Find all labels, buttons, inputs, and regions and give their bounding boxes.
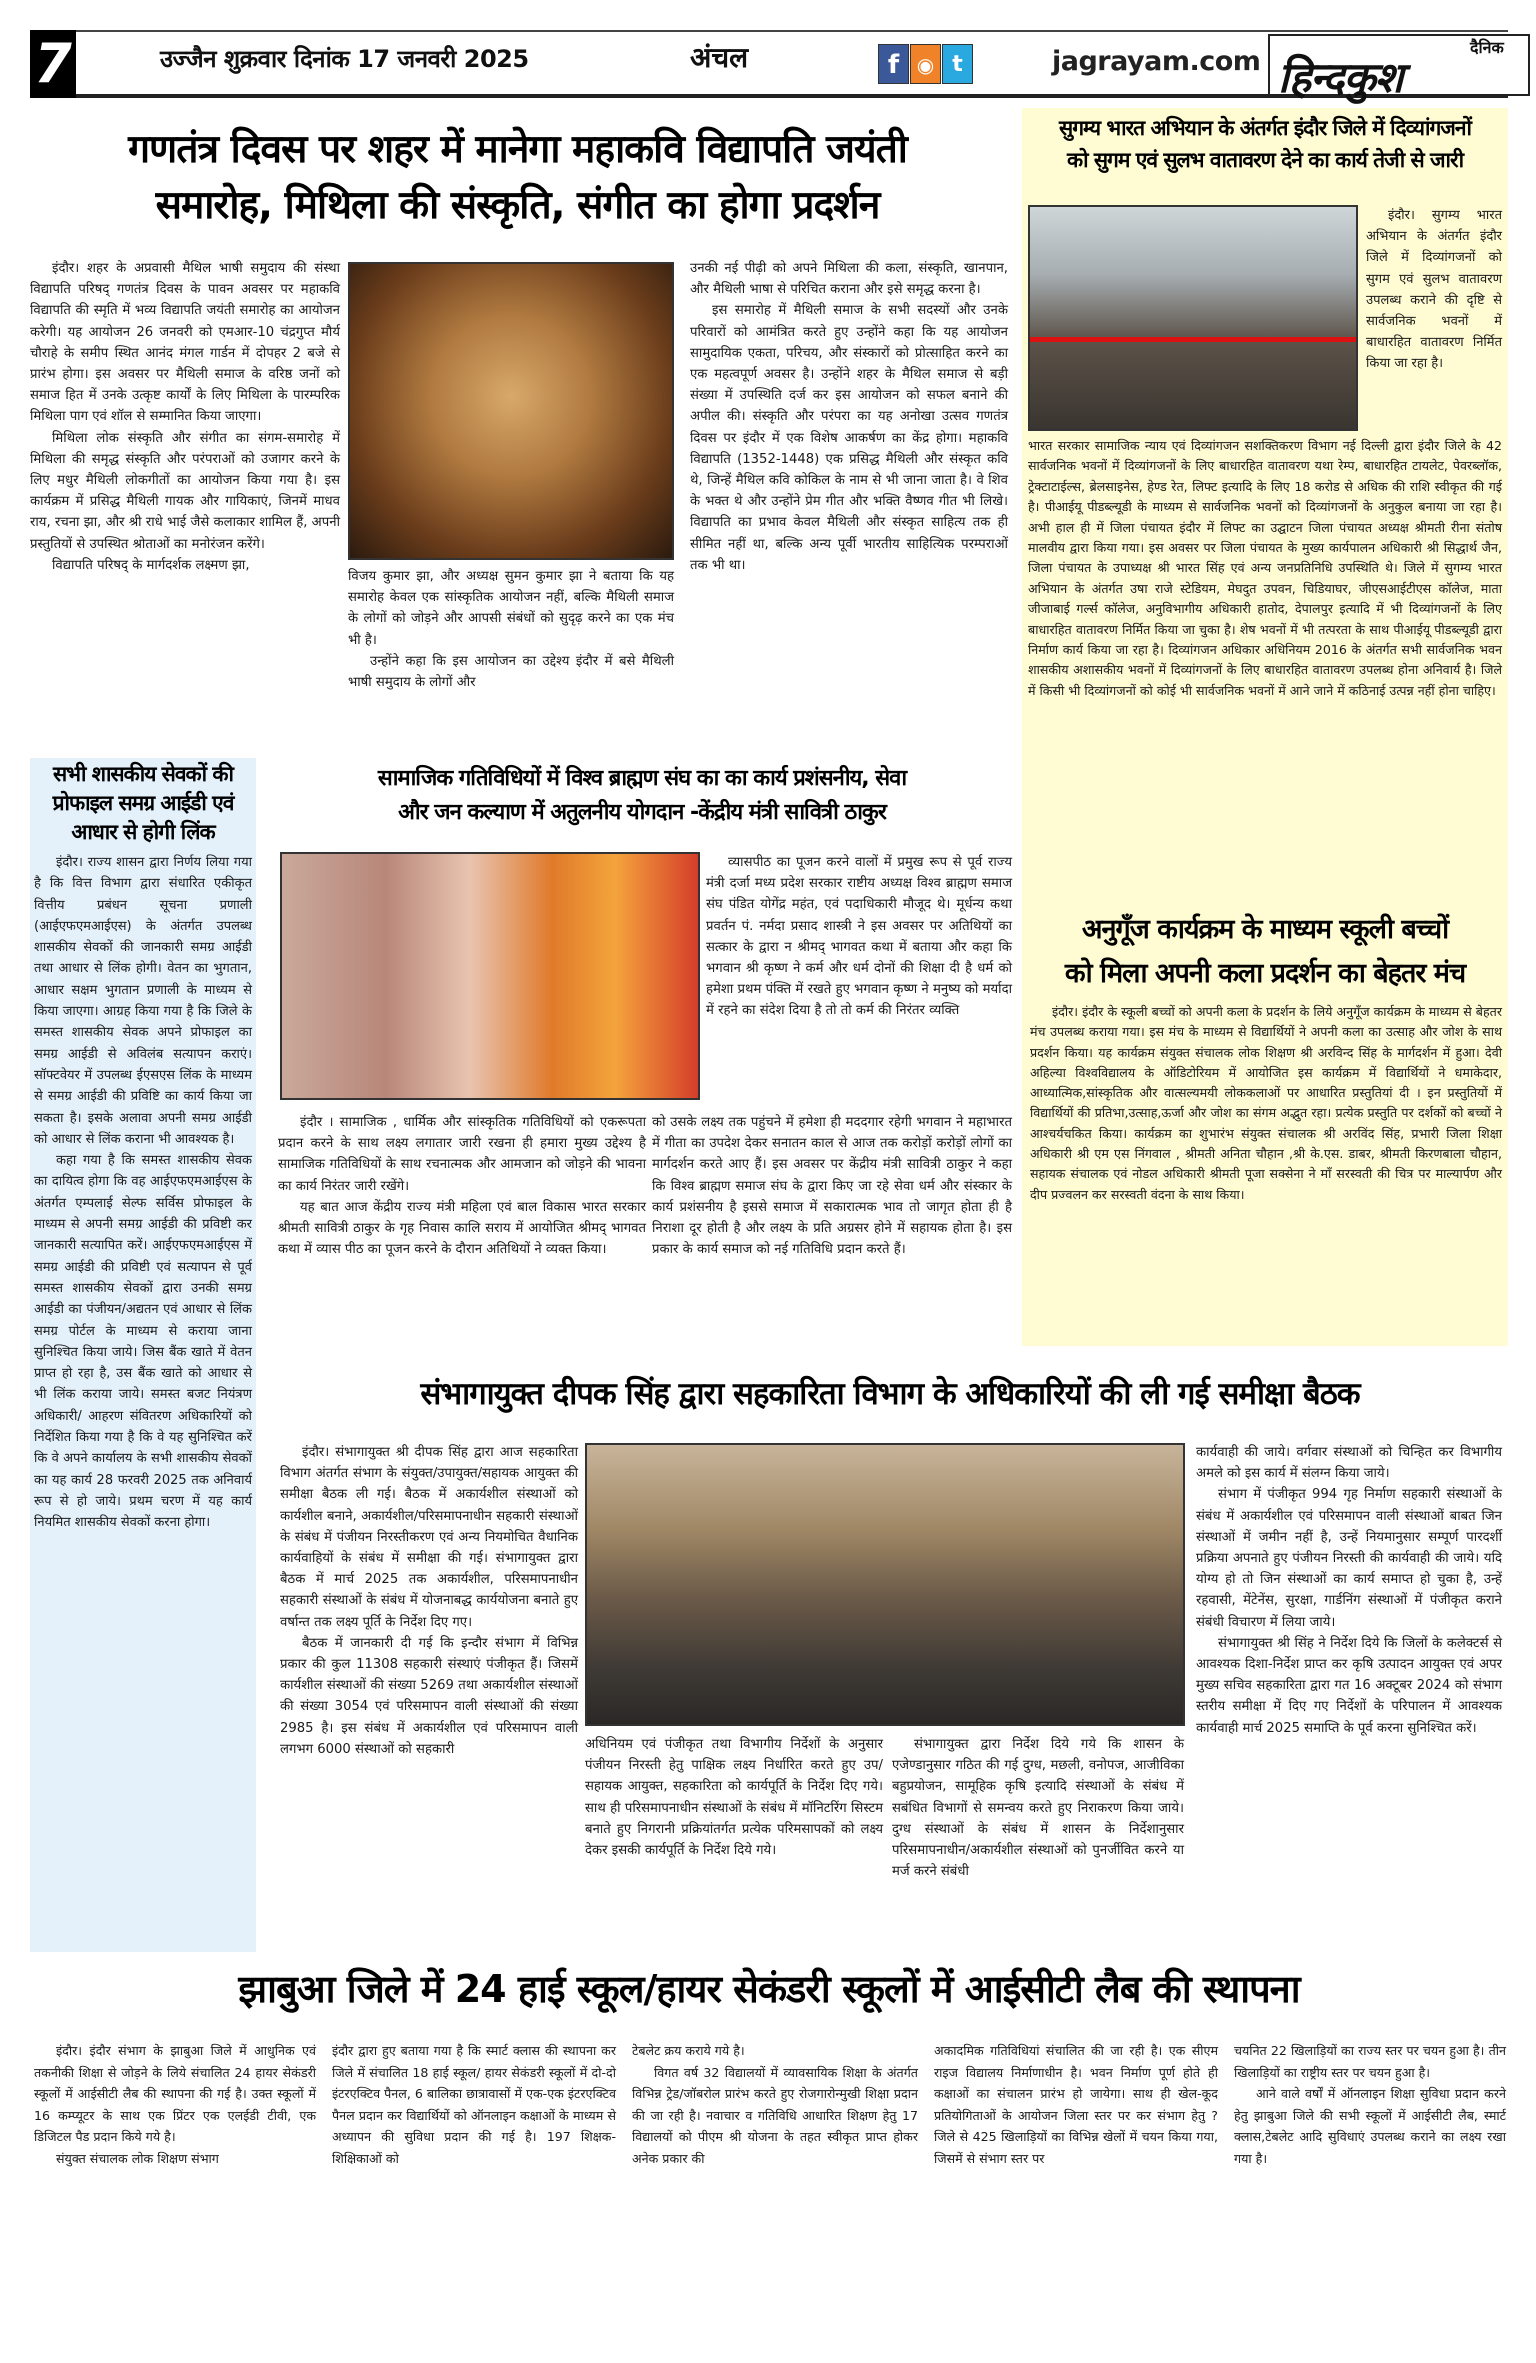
samagra-body <box>34 852 252 1534</box>
sahkarita-col1 <box>280 1442 578 1760</box>
sahkarita-col3 <box>892 1734 1184 1882</box>
sahkarita-col2 <box>585 1734 883 1861</box>
paragraph: अधिनियम एवं पंजीकृत तथा विभागीय निर्देशों के अनुसार पंजीयन निरस्ती हेतु पाक्षिक लक्ष्य निर्धारित करते हुए उप/सहायक आयुक्त, सहकारिता को कार्यपूर्ति के निर्देश दिए गये। साथ ही परिसमापनाधीन संस्थाओं के संबंध में मॉनिटरिंग सिस्टम बनाते हुए निगरानी प्रक्रियांतर्गत प्रत्येक परिमसापकों को लक्ष्य देकर इसकी कार्यपूर्ति के निर्देश दिये गये। <box>585 1737 883 1859</box>
facebook-icon[interactable]: f <box>878 44 909 84</box>
paragraph: को उसके लक्ष्य तक पहुंचने में हमेशा ही मददगार रहेगी भगवान ने महाभारत में गीता का उपदेश देकर सनातन काल से आज तक करोड़ों करोड़ों लोगों का मार्गदर्शन करते आए हैं। इस अवसर पर केंद्रीय मंत्री सावित्री ठाकुर ने कहा कि विश्व ब्राह्मण समाज संघ के द्वारा किए जा रहे सेवा धर्म और संस्कार के कार्य प्रशंसनीय है इससे समाज में सकारात्मक भाव तो जागृत होता ही है निराशा दूर होती है और लक्ष्य के प्रति अग्रसर होने में सहायक होता है। इस प्रकार के कार्य समाज को नई गतिविधि प्रदान करते हैं। <box>652 1115 1012 1258</box>
paragraph: इस समारोह में मैथिली समाज के सभी सदस्यों और उनके परिवारों को आमंत्रित करते हुए उन्होंने कहा कि यह आयोजन सामुदायिक एकता, परिचय, और संस्कारों को प्रोत्साहित करने का एक महत्वपूर्ण अवसर है। उन्होंने शहर के मैथिल समाज से बड़ी संख्या में उपस्थिति दर्ज कर इस आयोजन को सफल बनाने की अपील की। संस्कृति और परंपरा का यह अनोखा उत्सव गणतंत्र दिवस पर इंदौर में एक विशेष आकर्षण का केंद्र होगा। महाकवि विद्यापति (1352-1448) एक प्रसिद्ध मैथिली और संस्कृत कवि थे, जिन्हें मैथिल कवि कोकिल के नाम से भी जाना जाता है। वे शिव के भक्त थे और उन्होंने प्रेम गीत और भक्ति वैष्णव गीत भी लिखे। विद्यापति का प्रभाव केवल मैथिली और संस्कृत साहित्य तक ही सीमित नहीं था, बल्कि अन्य पूर्वी भारतीय साहित्यिक परम्पराओं तक भी था। <box>690 303 1008 573</box>
sugamya-body <box>1028 436 1502 701</box>
headline-line: गणतंत्र दिवस पर शहर में मानेगा महाकवि विद्यापति जयंती <box>128 127 907 172</box>
website-link[interactable]: jagrayam.com <box>1052 46 1261 77</box>
brahman-sangh-col-right-bottom <box>652 1112 1012 1260</box>
sahkarita-headline: संभागायुक्त दीपक सिंह द्वारा सहकारिता विभाग के अधिकारियों की ली गई समीक्षा बैठक <box>420 1376 1360 1412</box>
paragraph: इंदौर। सुगम्य भारत अभियान के अंतर्गत इंदौर जिले में दिव्यांगजनों को सुगम एवं सुलभ वातावरण उपलब्ध कराने की दृष्टि से सार्वजनिक भवनों में बाधारहित वातावरण निर्मित किया जा रहा है। <box>1366 208 1502 372</box>
paragraph: यह बात आज केंद्रीय राज्य मंत्री महिला एवं बाल विकास भारत सरकार श्रीमती सावित्री ठाकुर के गृह निवास कालि सराय में आयोजित श्रीमद् भागवत कथा में व्यास पीठ का पूजन करने के दौरान अतिथियों ने व्यक्त किया। <box>278 1199 646 1258</box>
vidyapati-headline <box>30 122 1005 234</box>
paragraph: इंदौर द्वारा हुए बताया गया है कि स्मार्ट क्लास की स्थापना कर जिले में संचालित 18 हाई स्कूल/ हायर सेकंडरी स्कूलों में दो-दो इंटरएक्टिव पैनल, 6 बालिका छात्रावासों में एक-एक इंटरएक्टिव पैनल प्रदान कर विद्यार्थियों को ऑनलाइन कक्षाओं के माध्यम से अध्यापन की सुविधा प्रदान की गई है। 197 शिक्षक-शिक्षिकाओं को <box>332 2043 616 2166</box>
page-number: 7 <box>30 30 76 98</box>
logo-name: हिन्दकुश <box>1278 53 1403 102</box>
sugamya-headline <box>1022 112 1508 176</box>
paragraph: अकादमिक गतिविधियां संचालित की जा रही है। एक सीएम राइज विद्यालय निर्माणाधीन है। भवन निर्माण पूर्ण होते ही कक्षाओं का संचालन प्रारंभ हो जायेगा। साथ ही खेल-कूद प्रतियोगिताओं के आयोजन जिला स्तर पर कर संभाग हेतु ?जिले से 425 खिलाड़ियों का विभिन्न खेलों में चयन किया गया, जिसमें से संभाग स्तर पर <box>934 2043 1218 2166</box>
paragraph: संभागायुक्त श्री सिंह ने निर्देश दिये कि जिलों के कलेक्टर्स से आवश्यक दिशा-निर्देश प्राप्त कर कृषि उत्पादन आयुक्त एवं अपर मुख्य सचिव सहकारिता द्वारा गत 16 अक्टूबर 2024 को संभाग स्तरीय समीक्षा में दिए गए निर्देशों के परिपालन में आवश्यक कार्यवाही मार्च 2025 समाप्ति के पूर्व करना सुनिश्चित करें। <box>1196 1635 1502 1736</box>
paragraph: इंदौर। इंदौर के स्कूली बच्चों को अपनी कला के प्रदर्शन के लिये अनुगूँज कार्यक्रम के माध्यम से बेहतर मंच उपलब्ध कराया गया। इस मंच के माध्यम से विद्यार्थियों ने अपनी कला का उत्साह और जोश के साथ प्रदर्शन किया। यह कार्यक्रम संयुक्त संचालक लोक शिक्षण श्री अरविन्द सिंह के मार्गदर्शन में हुआ। देवी अहिल्या विश्वविद्यालय के ऑडिटोरियम में आयोजित इस कार्यक्रम में विद्यार्थियों ने धमाकेदार, आध्यात्मिक,सांस्कृतिक और वात्सल्यमयी लोककलाओं पर आधारित प्रस्तुतियां दी । इन प्रस्तुतियों में विद्यार्थियों की प्रतिभा,उत्साह,ऊर्जा और जोश का संगम अद्भुत रहा। प्रत्येक प्रस्तुति पर दर्शकों को बच्चों ने आश्चर्यचकित किया। कार्यक्रम का शुभारंभ संयुक्त संचालक श्री अरविंद सिंह, प्रभारी जिला शिक्षा अधिकारी श्री एम एस निंगवाल , श्रीमती अनिता चौहान ,श्री के.एस. डाबर, श्रीमती किरणबाला चौहान, सहायक संचालक एवं नोडल अधिकारी श्रीमती पूजा सक्सेना ने माँ सरस्वती की चित्र पर माल्यार्पण और दीप प्रज्वलन कर सरस्वती वंदना के साथ किया। <box>1030 1004 1502 1202</box>
paragraph: बैठक में जानकारी दी गई कि इन्दौर संभाग में विभिन्न प्रकार की कुल 11308 सहकारी संस्थाएं पंजीकृत हैं। जिसमें कार्यशील संस्थाओं की संख्या 5269 तथा अकार्यशील संस्थाओं की संख्या 3054 एवं परिसमापन वाली संस्थाओं की संख्या 2985 है। इस संबंध में अकार्यशील एवं परिसमापन वाली लगभग 6000 संस्थाओं को सहकारी <box>280 1635 578 1757</box>
brahman-sangh-col-right-top <box>706 852 1012 1022</box>
paragraph: कार्यवाही की जाये। वर्गवार संस्थाओं को चिन्हित कर विभागीय अमले को इस कार्य में संलग्न किया जाये। <box>1196 1445 1502 1482</box>
paragraph: संयुक्त संचालक लोक शिक्षण संभाग <box>56 2150 219 2166</box>
headline-line: सामाजिक गतिविधियों में विश्व ब्राह्मण संघ का का कार्य प्रशंसनीय, सेवा <box>377 766 907 791</box>
headline-line: को मिला अपनी कला प्रदर्शन का बेहतर मंच <box>1064 958 1466 989</box>
jhabua-col5 <box>1234 2040 1506 2169</box>
sahkarita-col4 <box>1196 1442 1502 1739</box>
jhabua-headline: झाबुआ जिले में 24 हाई स्कूल/हायर सेकंडरी स्कूलों में आईसीटी लैब की स्थापना <box>238 1967 1300 2011</box>
vidyapati-col3 <box>690 258 1008 576</box>
ribbon-cutting-image <box>1028 205 1358 431</box>
anugoonj-headline <box>1022 908 1508 996</box>
logo-daily-label: दैनिक <box>1470 38 1504 57</box>
bhagwat-katha-image <box>280 852 700 1100</box>
paragraph: इंदौर । सामाजिक , धार्मिक और सांस्कृतिक गतिविधियों को एकरूपता प्रदान करने के साथ लक्ष्य लगातार जारी रखना ही हमारा मुख्य उद्देश्य है सामाजिक गतिविधियों के साथ रचनात्मक और आमजान को जोड़ने की भावना का कार्य निरंतर जारी रखेंगे। <box>278 1115 646 1194</box>
paragraph: टेबलेट क्रय कराये गये है। <box>632 2043 745 2058</box>
vidyapati-col2 <box>348 566 674 693</box>
paragraph: चयनित 22 खिलाड़ियों का राज्य स्तर पर चयन हुआ है। तीन खिलाड़ियों का राष्ट्रीय स्तर पर चयन हुआ है। <box>1234 2043 1506 2080</box>
paragraph: संभागायुक्त द्वारा निर्देश दिये गये कि शासन के एजेण्डानुसार गठित की गई दुग्ध, मछली, वनोपज, आजीविका बहुप्रयोजन, सामूहिक कृषि इत्यादि संस्थाओं के संबंध में सबंधित विभागों से समन्वय करते हुए निराकरण किया जाये। दुग्ध संस्थाओं के संबंध में शासन के निर्देशानुसार परिसमापनाधीन/अकार्यशील संस्थाओं को पुनर्जीवित करने या मर्ज करने संबंधी <box>892 1737 1184 1880</box>
paragraph: विजय कुमार झा, और अध्यक्ष सुमन कुमार झा ने बताया कि यह समारोह केवल एक सांस्कृतिक आयोजन नहीं, बल्कि मैथिली समाज के लोगों को जोड़ने और आपसी संबंधों को सुदृढ़ करने का एक मंच भी है। <box>348 569 674 648</box>
sugamya-intro <box>1366 205 1502 375</box>
vidyapati-portrait-image <box>348 262 674 560</box>
paragraph: उनकी नई पीढ़ी को अपने मिथिला की कला, संस्कृति, खानपान, और मैथिली भाषा से परिचित कराना और इसे समृद्ध करना है। <box>690 261 1008 298</box>
paragraph: कहा गया है कि समस्त शासकीय सेवक का दायित्व होगा कि वह आईएफएमआईएस के अंतर्गत एम्पलाई सेल्फ सर्विस प्रोफाइल के माध्यम से अपनी समग्र आईडी की प्रविष्टी कर जानकारी सत्यापित करें। आईएफएमआईएस में समग्र आईडी की प्रविष्टी एवं सत्यापन से पूर्व समस्त शासकीय सेवकों द्वारा उनकी समग्र आईडी का पंजीयन/अद्यतन एवं आधार से लिंक समग्र पोर्टल के माध्यम से कराया जाना सुनिश्चित किया जाये। जिस बैंक खाते में वेतन प्राप्त हो रहा है, उस बैंक खाते को आधार से भी लिंक कराया जाये। समस्त बजट नियंत्रण अधिकारी/ आहरण संवितरण अधिकारियों को निर्देशित किया गया है कि वे यह सुनिश्चित करें कि वे अपने कार्यालय के सभी शासकीय सेवकों का यह कार्य 28 फरवरी 2025 तक अनिवार्य रूप से हो जाये। प्रथम चरण में यह कार्य नियमित शासकीय सेवकों करना होगा। <box>34 1153 252 1531</box>
headline-line: सुगम्य भारत अभियान के अंतर्गत इंदौर जिले में दिव्यांगजनों <box>1059 116 1471 140</box>
paragraph: इंदौर। इंदौर संभाग के झाबुआ जिले में आधुनिक एवं तकनीकी शिक्षा से जोड़ने के लिये संचालित 24 हायर सेकंडरी स्कूलों में आईसीटी लैब की स्थापना की गई है। उक्त स्कूलों में 16 कम्प्यूटर के साथ एक प्रिंटर एक एलईडी टीवी, एक डिजिटल पैड प्रदान किये गये है। <box>34 2043 316 2144</box>
jhabua-col2 <box>332 2040 616 2169</box>
twitter-icon[interactable]: t <box>942 44 973 84</box>
vidyapati-col1 <box>30 258 340 576</box>
rss-icon[interactable]: ◉ <box>910 44 941 84</box>
paragraph: संभाग में पंजीकृत 994 गृह निर्माण सहकारी संस्थाओं के संबंध में अकार्यशील एवं परिसमापन वाली संस्थाओं बाबत जिन संस्थाओं में जमीन नहीं है, उन्हें नियमानुसार सम्पूर्ण पारदर्शी प्रक्रिया अपनाते हुए पंजीयन निरस्ती की कार्यवाही की जाये। यदि योग्य हो तो जिन संस्थाओं का कार्य समाप्त हो चुका है, उन्हें रहवासी, मेंटेनेंस, सुरक्षा, गार्डनिंग संस्थाओं में पंजीकृत कराने संबंधी विचारण में लिया जाये। <box>1196 1487 1502 1630</box>
jhabua-col4 <box>934 2040 1218 2169</box>
headline-line: को सुगम एवं सुलभ वातावरण देने का कार्य तेजी से जारी <box>1066 148 1464 172</box>
paragraph: इंदौर। राज्य शासन द्वारा निर्णय लिया गया है कि वित्त विभाग द्वारा संधारित एकीकृत वित्तीय प्रबंधन सूचना प्रणाली (आईएफएमआईएस) के अंतर्गत उपलब्ध शासकीय सेवकों की जानकारी समग्र आईडी तथा आधार से लिंक होगी। वेतन का भुगतान, आधार सक्षम भुगतान प्रणाली के माध्यम से किया जाएगा। आग्रह किया गया है कि जिले के समस्त शासकीय सेवक अपने प्रोफाइल का समग्र आईडी से अविलंब सत्यापन कराएं। सॉफ्टवेयर में उपलब्ध ईएसएस लिंक के माध्यम से समग्र आईडी की प्रविष्टि का कार्य किया जा सकता है। इसके अलावा अपनी समग्र आईडी को आधार से लिंक कराना भी आवश्यक है। <box>34 855 252 1147</box>
paragraph: भारत सरकार सामाजिक न्याय एवं दिव्यांगजन सशक्तिकरण विभाग नई दिल्ली द्वारा इंदौर जिले के 42 सार्वजनिक भवनों में दिव्यांगजनों के लिए बाधारहित वातावरण यथा रेम्प, बाधारहित टायलेट, पेवरब्लॉक, ट्रेक्टाटाईल्स, ब्रेलसाइनेस, हेण्ड रेत, लिफ्ट इत्यादि के लिए 18 करोड से अधिक की राशि स्वीकृत की गई है। पीआईयू पीडब्ल्यूडी के माध्यम से सार्वजनिक भवनों को दिव्यांगजनों के अनुकुल बनाया जा रहा है। अभी हाल ही में जिला पंचायत इंदौर में लिफ्ट का उद्घाटन जिला पंचायत अध्यक्ष श्रीमती रीना संतोष मालवीय द्वारा किया गया। इस अवसर पर जिला पंचायत के मुख्य कार्यपालन अधिकारी श्री सिद्धार्थ जैन, जिला पंचायत के उपाध्यक्ष श्री भारत सिंह एवं अन्य जनप्रतिनिधि उपस्थिति थे। जिले में सुगम्य भारत अभियान के अंतर्गत उषा राजे स्टेडियम, मेघदुत उपवन, चिडियाघर, जीएसआईटीएस कॉलेज, माता जीजाबाई गर्ल्स कॉलेज, अनुविभागीय अधिकारी हातोद, देपालपुर इत्यादि में भी दिव्यांगजनों के लिए बाधारहित वातावरण निर्मित किया जा चुका है। शेष भवनों में भी तत्परता के साथ पीआईयू पीडब्ल्यूडी द्वारा निर्माण कार्य किया जा रहा है। दिव्यांगजन अधिकार अधिनियम 2016 के अंतर्गत सभी सार्वजनिक भवन शासकीय अशासकीय भवनों में दिव्यांगजनों के लिए बाधारहित वातावरण उपलब्ध होना अनिवार्य है। जिले में किसी भी दिव्यांगजनों को कोई भी सार्वजनिक भवनों में आने जाने में कठिनाई उत्पन्न नहीं होना चाहिए। <box>1028 438 1502 698</box>
paragraph: विद्यापति परिषद् के मार्गदर्शक लक्ष्मण झा, <box>52 557 250 573</box>
anugoonj-body <box>1030 1002 1502 1205</box>
paragraph: उन्होंने कहा कि इस आयोजन का उद्देश्य इंदौर में बसे मैथिली भाषी समुदाय के लोगों और <box>348 653 674 691</box>
jhabua-col3 <box>632 2040 918 2169</box>
paragraph: इंदौर। शहर के अप्रवासी मैथिल भाषी समुदाय की संस्था विद्यापति परिषद् गणतंत्र दिवस के पावन अवसर पर महाकवि विद्यापति की स्मृति में भव्य विद्यापति जयंती समारोह का आयोजन करेगी। यह आयोजन 26 जनवरी को एमआर-10 चंद्रगुप्त मौर्य चौराहे के समीप स्थित आनंद मंगल गार्डन में दोपहर 2 बजे से प्रारंभ होगा। इस अवसर पर मैथिली समाज के वरिष्ठ जनों को समाज हित में उनके उत्कृष्ट कार्यों के लिए मिथिला के पारम्परिक मिथिला पाग एवं शॉल से सम्मानित किया जाएगा। <box>30 261 340 425</box>
paragraph: इंदौर। संभागायुक्त श्री दीपक सिंह द्वारा आज सहकारिता विभाग अंतर्गत संभाग के संयुक्त/उपायुक्त/सहायक आयुक्त की समीक्षा बैठक ली गई। बैठक में अकार्यशील संस्थाओं को कार्यशील बनाने, अकार्यशील/परिसमापनाधीन सहकारी संस्थाओं के संबंध में पंजीयन निरस्तीकरण एवं अन्य नियमोचित वैधानिक कार्यवाहियों के संबंध में समीक्षा की गई। संभागायुक्त द्वारा बैठक में मार्च 2025 तक अकार्यशील, परिसमापनाधीन सहकारी संस्थाओं के संबंध में योजनाबद्ध कार्ययोजना बनाते हुए वर्षान्त तक लक्ष्य पूर्ति के निर्देश दिए गए। <box>280 1445 578 1630</box>
paragraph: विगत वर्ष 32 विद्यालयों में व्यावसायिक शिक्षा के अंतर्गत विभिन्न ट्रेड/जॉबरोल प्रारंभ करते हुए रोजगारोन्मुखी शिक्षा प्रदान की जा रही है। नवाचार व गतिविधि आधारित शिक्षण हेतु 17 विद्यालयों को पीएम श्री योजना के तहत स्वीकृत प्राप्त होकर अनेक प्रकार की <box>632 2064 918 2166</box>
samagra-headline: सभी शासकीय सेवकों की प्रोफाइल समग्र आईडी एवं आधार से होगी लिंक <box>52 762 234 844</box>
headline-line: और जन कल्याण में अतुलनीय योगदान -केंद्रीय मंत्री सावित्री ठाकुर <box>398 800 886 825</box>
section-name: अंचल <box>690 41 749 74</box>
review-meeting-image <box>585 1443 1185 1726</box>
paragraph: आने वाले वर्षों में ऑनलाइन शिक्षा सुविधा प्रदान करने हेतु झाबुआ जिले की सभी स्कूलों में आईसीटी लैब, स्मार्ट क्लास,टेबलेट आदि सुविधाएं उपलब्ध कराने का लक्ष्य रखा गया है। <box>1234 2086 1506 2166</box>
paragraph: मिथिला लोक संस्कृति और संगीत का संगम-समारोह में मिथिला की समृद्ध संस्कृति और परंपराओं को उजागर करने के लिए मधुर मैथिली लोकगीतों का आयोजन किया गया है। इस कार्यक्रम में प्रसिद्ध मैथिली गायक और गायिकाएं, जिनमें माधव राय, रचना झा, और श्री राधे भाई जैसे कलाकार शामिल हैं, अपनी प्रस्तुतियों से उपस्थित श्रोताओं का मनोरंजन करेंगे। <box>30 430 340 552</box>
paragraph: व्यासपीठ का पूजन करने वालों में प्रमुख रूप से पूर्व राज्य मंत्री दर्जा मध्य प्रदेश सरकार राष्टीय अध्यक्ष विश्व ब्राह्मण समाज संघ पंडित योगेंद्र महंत, एवं पदाधिकारी मौजूद थे। मूर्धन्य कथा प्रवर्तन पं. नर्मदा प्रसाद शास्त्री ने इस अवसर पर अतिथियों का सत्कार के द्वारा न श्रीमद् भागवत कथा में बताया और कहा कि भगवान श्री कृष्ण ने कर्म और धर्म दोनों की शिक्षा दी है धर्म को हमेशा प्रथम पंक्ति में रखते हुए भगवान कृष्ण ने मनुष्य को मर्यादा में रहने का संदेश दिया है तो तो कर्म की निरंतर व्यक्ति <box>706 855 1012 1019</box>
jhabua-col1 <box>34 2040 316 2169</box>
brahman-sangh-headline <box>272 762 1012 830</box>
headline-line: समारोह, मिथिला की संस्कृति, संगीत का होगा प्रदर्शन <box>155 183 880 228</box>
brahman-sangh-col-left <box>278 1112 646 1260</box>
dateline: उज्जैन शुक्रवार दिनांक 17 जनवरी 2025 <box>160 45 529 73</box>
headline-line: अनुगूँज कार्यक्रम के माध्यम स्कूली बच्चों <box>1081 914 1449 945</box>
